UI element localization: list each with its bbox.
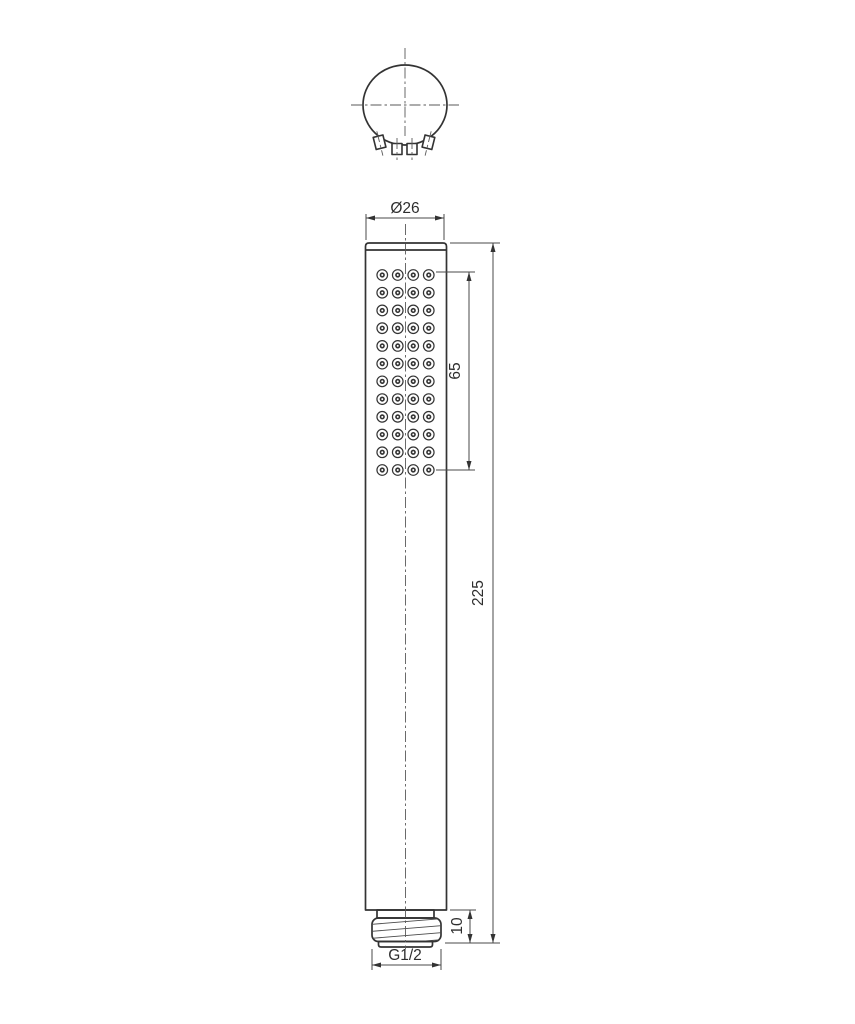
dimension-arrow-right (432, 963, 441, 968)
tab-outline (373, 135, 386, 150)
nozzle-center (411, 309, 415, 313)
mounting-tab-outer-left (372, 130, 388, 157)
nozzle-center (427, 415, 431, 419)
dimension-arrow-bottom (491, 934, 496, 943)
nozzle-center (380, 468, 384, 472)
dimension-arrow-top (468, 910, 473, 919)
dimension-arrow-left (372, 963, 381, 968)
dimension-arrow-top (467, 272, 472, 281)
nozzle-center (411, 415, 415, 419)
nozzle-center (380, 380, 384, 384)
nozzle-center (411, 468, 415, 472)
nozzle-center (380, 344, 384, 348)
nozzle-center (427, 326, 431, 330)
nozzle-center (411, 344, 415, 348)
nozzle-center (411, 450, 415, 454)
nozzle-center (427, 433, 431, 437)
dimension-spray-field (436, 272, 475, 470)
nozzle-center (411, 273, 415, 277)
nozzle-center (396, 291, 400, 295)
nozzle-center (427, 450, 431, 454)
nozzle-center (427, 344, 431, 348)
mounting-tab-inner-left (392, 138, 402, 160)
nozzle-center (396, 344, 400, 348)
front-view (366, 224, 447, 949)
nozzle-center (411, 380, 415, 384)
dimension-overall-length (445, 243, 500, 943)
nozzle-center (396, 468, 400, 472)
dimension-diameter (366, 200, 444, 240)
mounting-tab-inner-right (407, 138, 417, 160)
dimension-arrow-bottom (468, 934, 473, 943)
thread-hatch-line (370, 933, 443, 939)
nozzle-center (396, 326, 400, 330)
nozzle-center (396, 380, 400, 384)
dimension-thread (372, 947, 441, 970)
nozzle-center (396, 433, 400, 437)
nozzle-center (411, 362, 415, 366)
dimension-label-overall-length: 225 (470, 580, 487, 606)
dimension-label-spray-field: 65 (447, 362, 464, 380)
dimension-arrow-bottom (467, 461, 472, 470)
nozzle-center (427, 468, 431, 472)
nozzle-center (396, 309, 400, 313)
nozzle-center (380, 397, 384, 401)
dimension-label-diameter: Ø26 (390, 200, 420, 217)
nozzle-center (411, 291, 415, 295)
nozzle-center (411, 326, 415, 330)
nozzle-center (380, 326, 384, 330)
nozzle-center (380, 309, 384, 313)
dimension-connector-height (449, 910, 476, 943)
thread-hatch-line (370, 919, 443, 925)
nozzle-center (427, 380, 431, 384)
nozzle-center (380, 415, 384, 419)
dimension-arrow-top (491, 243, 496, 252)
nozzle-center (380, 450, 384, 454)
nozzle-center (396, 273, 400, 277)
nozzle-center (427, 291, 431, 295)
connector (370, 910, 443, 947)
dimension-label-thread: G1/2 (388, 947, 422, 964)
nozzle-center (427, 309, 431, 313)
top-view (351, 48, 459, 160)
nozzle-center (411, 397, 415, 401)
dimension-label-connector-height: 10 (449, 917, 466, 935)
nozzle-center (380, 273, 384, 277)
thread-hatch-line (370, 926, 443, 932)
nozzle-center (427, 273, 431, 277)
nozzle-center (427, 362, 431, 366)
nozzle-center (380, 291, 384, 295)
tab-outline (422, 135, 435, 150)
nozzle-center (380, 362, 384, 366)
dimension-arrow-left (366, 216, 375, 221)
nozzle-center (396, 397, 400, 401)
nozzle-center (380, 433, 384, 437)
nozzle-center (427, 397, 431, 401)
nozzle-center (396, 450, 400, 454)
dimension-arrow-right (435, 216, 444, 221)
nozzle-center (411, 433, 415, 437)
nozzle-center (396, 362, 400, 366)
nozzle-center (396, 415, 400, 419)
